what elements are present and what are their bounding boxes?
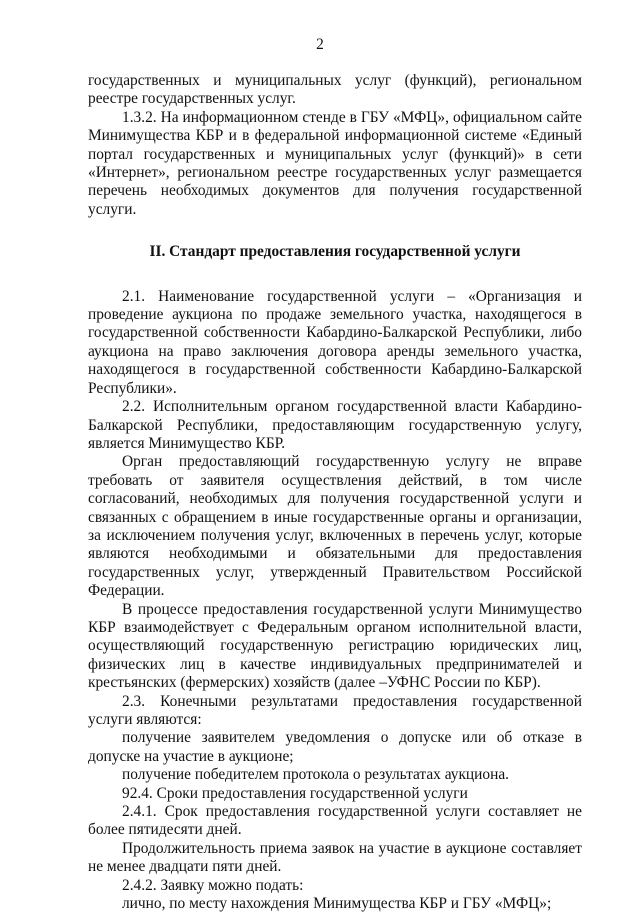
document-body	[88, 72, 582, 913]
paragraph: 2.2. Исполнительным органом государственной власти Кабардино-Балкарской Республики, предоставляющим государственную услугу, является Минимущество КБР.	[88, 398, 582, 452]
section-heading: II. Стандарт предоставления государственной услуги	[149, 243, 521, 261]
paragraph: 2.3. Конечными результатами предоставления государственной услуги являются:	[88, 692, 582, 728]
paragraph: получение победителем протокола о результатах аукциона.	[122, 766, 510, 784]
paragraph: Продолжительность приема заявок на участие в аукционе составляет не менее двадцати пяти дней.	[88, 839, 582, 876]
paragraph: государственных и муниципальных услуг (функций), региональном реестре государственных услуг.	[88, 72, 582, 108]
paragraph: 2.4.2. Заявку можно подать:	[122, 876, 304, 894]
paragraph: 92.4. Сроки предоставления государственной услуги	[122, 784, 468, 802]
paragraph: лично, по месту нахождения Минимущества КБР и ГБУ «МФЦ»;	[122, 895, 552, 913]
paragraph: 2.1. Наименование государственной услуги – «Организация и проведение аукциона по продаже земельного участка, находящегося в государственной собственности Кабардино-Балкарской Республики, либо аукциона на право заключения договора аренды земельного участка, находящегося в государственной собственности Кабардино-Балкарской Республики».	[88, 287, 582, 397]
paragraph: 2.4.1. Срок предоставления государственной услуги составляет не более пятидесяти дней.	[88, 803, 582, 839]
page-number: 2	[316, 36, 324, 53]
paragraph: получение заявителем уведомления о допуске или об отказе в допуске на участие в аукционе;	[88, 729, 582, 765]
paragraph: В процессе предоставления государственной услуги Минимущество КБР взаимодействует с Федеральным органом исполнительной власти, осуществляющий государственную регистрацию юридических лиц, физических лиц в качестве индивидуальных предпринимателей и крестьянских (фермерских) хозяйств (далее –УФНС России по КБР).	[88, 600, 582, 692]
paragraph: Орган предоставляющий государственную услугу не вправе требовать от заявителя осуществления действий, в том числе согласований, необходимых для получения государственной услуги и связанных с обращением в иные государственные органы и организации, за исключением получения услуг, включенных в перечень услуг, которые являются необходимыми и обязательными для предоставления государственных услуг, утвержденный Правительством Российской Федерации.	[88, 453, 582, 600]
paragraph: 1.3.2. На информационном стенде в ГБУ «МФЦ», официальном сайте Минимущества КБР и в федеральной информационной системе «Единый портал государственных и муниципальных услуг (функций)» в сети «Интернет», региональном реестре государственных услуг размещается перечень необходимых документов для получения государственной услуги.	[88, 108, 582, 218]
